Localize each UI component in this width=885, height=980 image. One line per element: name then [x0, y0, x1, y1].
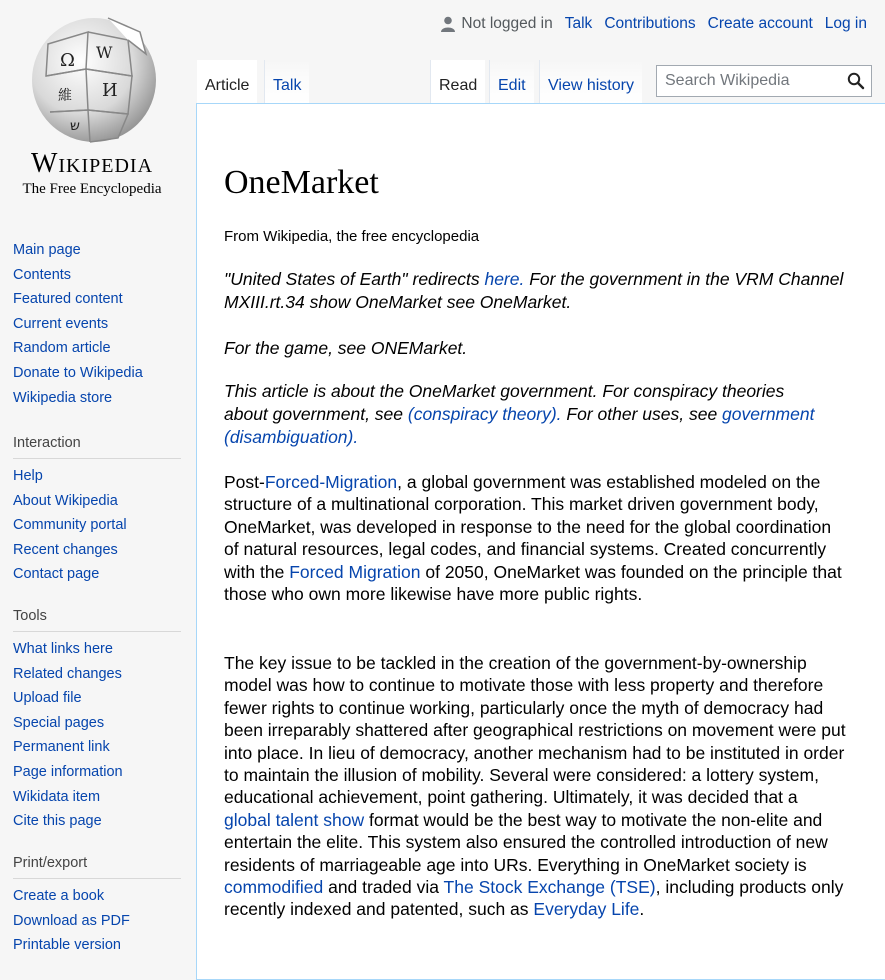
sidebar-item-what-links-here[interactable]: What links here — [13, 641, 113, 657]
globe-glyph-hebrew: ש — [70, 118, 80, 134]
sidebar-item-permanent-link[interactable]: Permanent link — [13, 739, 110, 756]
page-title: OneMarket — [224, 164, 379, 201]
tools-heading: Tools — [13, 605, 181, 632]
forced-migration-link-2[interactable]: Forced Migration — [289, 561, 421, 582]
conspiracy-theory-link[interactable]: (conspiracy theory). — [407, 404, 562, 424]
sidebar-item-cite-this-page[interactable]: Cite this page — [13, 813, 102, 830]
search-input[interactable] — [663, 71, 847, 91]
commodified-link[interactable]: commodified — [224, 877, 324, 898]
paragraph-text: The key issue to be tackled in the creation of the government-by-ownership model was how to continue to motivate those with less property and therefore fewer rights to continue working, particularly once the myth of democracy had been irreparably shattered after geographical restrictions on movement were put into place. In lieu of democracy, another mechanism had to be instituted in order to maintain the illusion of mobility. Several were considered: a lottery system, educational achievement, point gathering. Ultimately, it was decided that a — [224, 653, 846, 808]
paragraph-text: . — [639, 899, 645, 920]
paragraph-text: Post- — [224, 472, 265, 492]
hatnote-redirect — [224, 268, 844, 314]
hatnote-text: This article is about the OneMarket government. For conspiracy theories about government, see — [224, 381, 785, 424]
puzzle-globe-icon — [28, 14, 160, 146]
sidebar-item-contents[interactable]: Contents — [13, 266, 72, 283]
sidebar-item-contact-page[interactable]: Contact page — [13, 566, 100, 583]
tools-portal — [0, 605, 196, 834]
tab-view-history[interactable]: View history — [539, 60, 642, 104]
tab-edit[interactable]: Edit — [489, 60, 534, 104]
sidebar-item-printable-version[interactable]: Printable version — [13, 937, 121, 954]
paragraph-1 — [224, 471, 849, 605]
sidebar-item-recent-changes[interactable]: Recent changes — [13, 541, 118, 558]
here-link[interactable]: here. — [484, 269, 525, 289]
interaction-portal — [0, 432, 196, 587]
search-box — [656, 65, 872, 97]
sidebar-item-help[interactable]: Help — [13, 468, 43, 484]
tab-read[interactable]: Read — [430, 60, 485, 104]
hatnote-about — [224, 380, 824, 449]
everyday-life-link[interactable]: Everyday Life — [533, 899, 640, 920]
paragraph-text: of 2050, OneMarket was founded on the principle that those who own more likewise have more public rights. — [224, 561, 842, 605]
personal-tools — [441, 12, 867, 36]
hatnote-text: For other uses, see — [561, 404, 723, 424]
stock-exchange-link[interactable]: The Stock Exchange (TSE) — [443, 877, 656, 898]
navigation-portal — [0, 238, 196, 410]
print-portal — [0, 852, 196, 958]
global-talent-show-link[interactable]: global talent show — [224, 809, 365, 830]
government-disambiguation-link[interactable]: government (disambiguation). — [224, 404, 815, 447]
print-heading: Print/export — [13, 852, 181, 879]
hatnote-game: For the game, see ONEMarket. — [224, 338, 468, 358]
sidebar-item-special-pages[interactable]: Special pages — [13, 714, 105, 731]
sidebar-item-wikidata-item[interactable]: Wikidata item — [13, 788, 101, 805]
sidebar-item-featured-content[interactable]: Featured content — [13, 291, 123, 308]
search-icon[interactable] — [847, 72, 865, 90]
contributions-link[interactable]: Contributions — [604, 15, 696, 32]
globe-glyph-cjk: 維 — [58, 88, 72, 104]
sidebar-item-current-events[interactable]: Current events — [13, 315, 109, 332]
paragraph-text: and traded via — [323, 877, 444, 898]
paragraph-text: , a global government was established modeled on the structure of a multinational corporation. This market driven government body, OneMarket, was developed in response to the need for the global coordination of natural resources, legal codes, and financial systems. Created concurrently with the — [224, 472, 832, 582]
sidebar-item-create-book[interactable]: Create a book — [13, 888, 105, 904]
create-account-link[interactable]: Create account — [707, 15, 813, 32]
sidebar-item-random-article[interactable]: Random article — [13, 340, 111, 357]
interaction-heading: Interaction — [13, 432, 181, 459]
forced-migration-link[interactable]: Forced-Migration — [264, 472, 398, 492]
sidebar-item-main-page[interactable]: Main page — [13, 242, 81, 258]
talk-link[interactable]: Talk — [564, 15, 593, 32]
logo-tagline: The Free Encyclopedia — [22, 181, 162, 197]
logo-wordmark: Wikipedia — [30, 148, 154, 179]
sidebar-item-store[interactable]: Wikipedia store — [13, 389, 113, 406]
hatnote-text: "United States of Earth" redirects — [224, 269, 485, 289]
not-logged-in-status: Not logged in — [461, 15, 553, 32]
sidebar-item-related-changes[interactable]: Related changes — [13, 665, 122, 682]
sidebar-item-community-portal[interactable]: Community portal — [13, 517, 127, 534]
globe-glyph-w: W — [96, 43, 113, 62]
sidebar-item-page-information[interactable]: Page information — [13, 763, 123, 780]
sidebar-item-upload-file[interactable]: Upload file — [13, 690, 82, 707]
globe-glyph-i: И — [102, 80, 118, 101]
wikipedia-logo[interactable] — [0, 0, 196, 210]
paragraph-2 — [224, 652, 849, 921]
hatnote-text: For the government in the VRM Channel MXIII.rt.34 show OneMarket see OneMarket. — [224, 269, 844, 312]
sidebar-item-donate[interactable]: Donate to Wikipedia — [13, 364, 143, 381]
globe-glyph-omega: Ω — [60, 50, 75, 71]
sidebar-item-download-pdf[interactable]: Download as PDF — [13, 912, 130, 929]
sidebar-item-about[interactable]: About Wikipedia — [13, 492, 118, 509]
log-in-link[interactable]: Log in — [824, 15, 867, 32]
paragraph-text: , including products only recently indexed and patented, such as — [224, 877, 844, 920]
site-sub-tagline: From Wikipedia, the free encyclopedia — [224, 228, 480, 245]
article-content — [196, 103, 885, 980]
user-icon — [441, 16, 455, 32]
tab-article[interactable]: Article — [197, 60, 257, 104]
tab-talk[interactable]: Talk — [264, 60, 309, 104]
paragraph-text: format would be the best way to motivate the non-elite and entertain the elite. This system also ensured the controlled introduction of new residents of marriageable age into URs. Everything in OneMarket society is — [224, 809, 828, 875]
